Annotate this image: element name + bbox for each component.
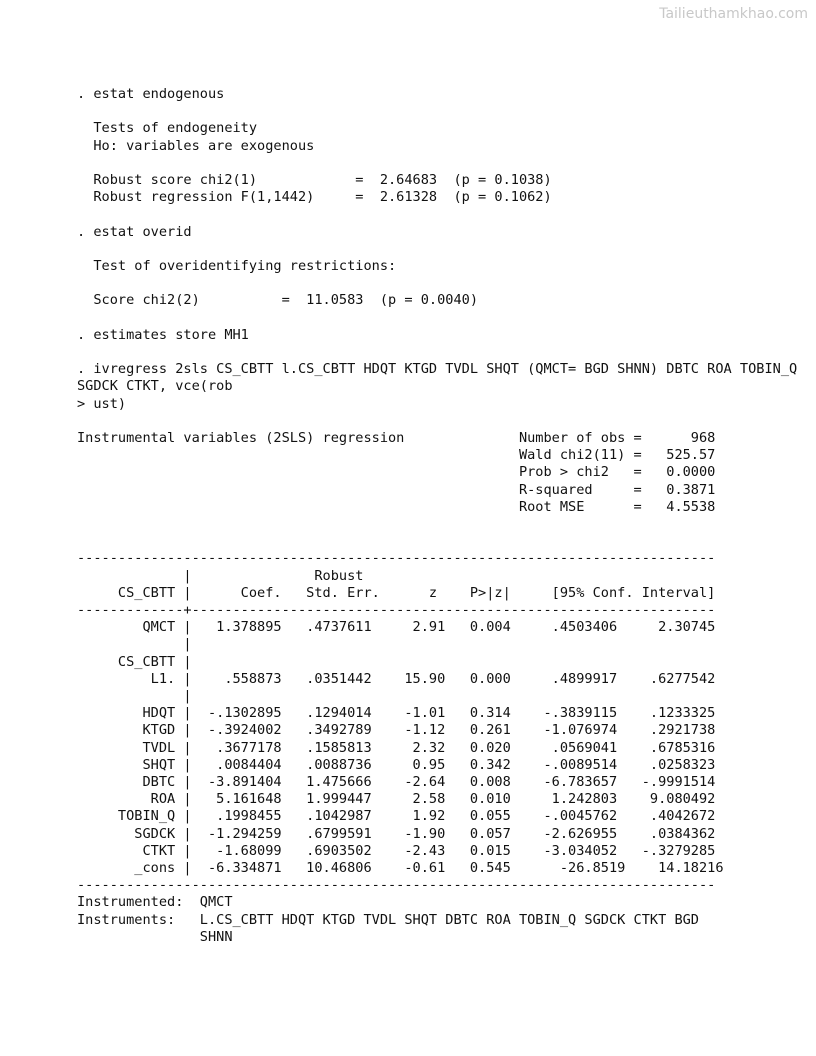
output-line: KTGD | -.3924002 .3492789 -1.12 0.261 -1.076974 .2921738 bbox=[77, 722, 716, 739]
output-line: SHQT | .0084404 .0088736 0.95 0.342 -.0089514 .0258323 bbox=[77, 756, 716, 773]
watermark-text: Tailieuthamkhao.com bbox=[659, 6, 808, 22]
output-line: Robust regression F(1,1442) = 2.61328 (p = 0.1062) bbox=[77, 189, 552, 206]
output-line: SGDCK CTKT, vce(rob bbox=[77, 378, 233, 395]
output-line: Score chi2(2) = 11.0583 (p = 0.0040) bbox=[77, 292, 479, 309]
output-line: . estimates store MH1 bbox=[77, 326, 249, 343]
output-line: Wald chi2(11) = 525.57 bbox=[77, 447, 716, 464]
output-line: L1. | .558873 .0351442 15.90 0.000 .4899917 .6277542 bbox=[77, 670, 716, 687]
output-line: DBTC | -3.891404 1.475666 -2.64 0.008 -6.783657 -.9991514 bbox=[77, 774, 716, 790]
output-line: ------------------------------------------------------------------------------ bbox=[77, 550, 716, 567]
output-line: QMCT | 1.378895 .4737611 2.91 0.004 .4503406 2.30745 bbox=[77, 619, 716, 636]
output-line: Instrumented: QMCT bbox=[77, 894, 233, 911]
output-line: Root MSE = 4.5538 bbox=[77, 498, 716, 515]
output-line: Robust score chi2(1) = 2.64683 (p = 0.1038) bbox=[77, 172, 552, 188]
output-line: Ho: variables are exogenous bbox=[77, 137, 315, 154]
output-line: TVDL | .3677178 .1585813 2.32 0.020 .0569041 .6785316 bbox=[77, 739, 716, 756]
output-line: -------------+---------------------------------------------------------------- bbox=[77, 602, 716, 618]
output-line: SHNN bbox=[77, 928, 233, 945]
output-line: CS_CBTT | bbox=[77, 653, 192, 670]
output-line: SGDCK | -1.294259 .6799591 -1.90 0.057 -2.626955 .0384362 bbox=[77, 825, 716, 842]
output-line: | bbox=[77, 636, 192, 653]
output-line: | bbox=[77, 688, 192, 704]
output-line: > ust) bbox=[77, 395, 127, 412]
output-line: HDQT | -.1302895 .1294014 -1.01 0.314 -.3839115 .1233325 bbox=[77, 705, 716, 722]
output-line: . ivregress 2sls CS_CBTT l.CS_CBTT HDQT KTGD TVDL SHQT (QMCT= BGD SHNN) DBTC ROA TOBIN_Q bbox=[77, 361, 798, 378]
output-line: . estat endogenous bbox=[77, 86, 225, 102]
output-line: Test of overidentifying restrictions: bbox=[77, 258, 397, 274]
output-line: CTKT | -1.68099 .6903502 -2.43 0.015 -3.034052 -.3279285 bbox=[77, 842, 716, 859]
output-line: . estat overid bbox=[77, 223, 192, 240]
output-line: CS_CBTT | Coef. Std. Err. z P>|z| [95% Conf. Interval] bbox=[77, 584, 716, 601]
output-line: ------------------------------------------------------------------------------ bbox=[77, 877, 716, 894]
output-line: | Robust bbox=[77, 567, 364, 584]
output-line: TOBIN_Q | .1998455 .1042987 1.92 0.055 -.0045762 .4042672 bbox=[77, 808, 716, 825]
output-line: Instruments: L.CS_CBTT HDQT KTGD TVDL SHQT DBTC ROA TOBIN_Q SGDCK CTKT BGD bbox=[77, 911, 699, 928]
output-line: Tests of endogeneity bbox=[77, 120, 258, 137]
output-line: Instrumental variables (2SLS) regression Number of obs = 968 bbox=[77, 430, 716, 446]
output-line: R-squared = 0.3871 bbox=[77, 481, 716, 498]
output-line: _cons | -6.334871 10.46806 -0.61 0.545 -26.8519 14.18216 bbox=[77, 860, 724, 876]
output-line: Prob > chi2 = 0.0000 bbox=[77, 464, 716, 481]
output-line: ROA | 5.161648 1.999447 2.58 0.010 1.242803 9.080492 bbox=[77, 791, 716, 808]
